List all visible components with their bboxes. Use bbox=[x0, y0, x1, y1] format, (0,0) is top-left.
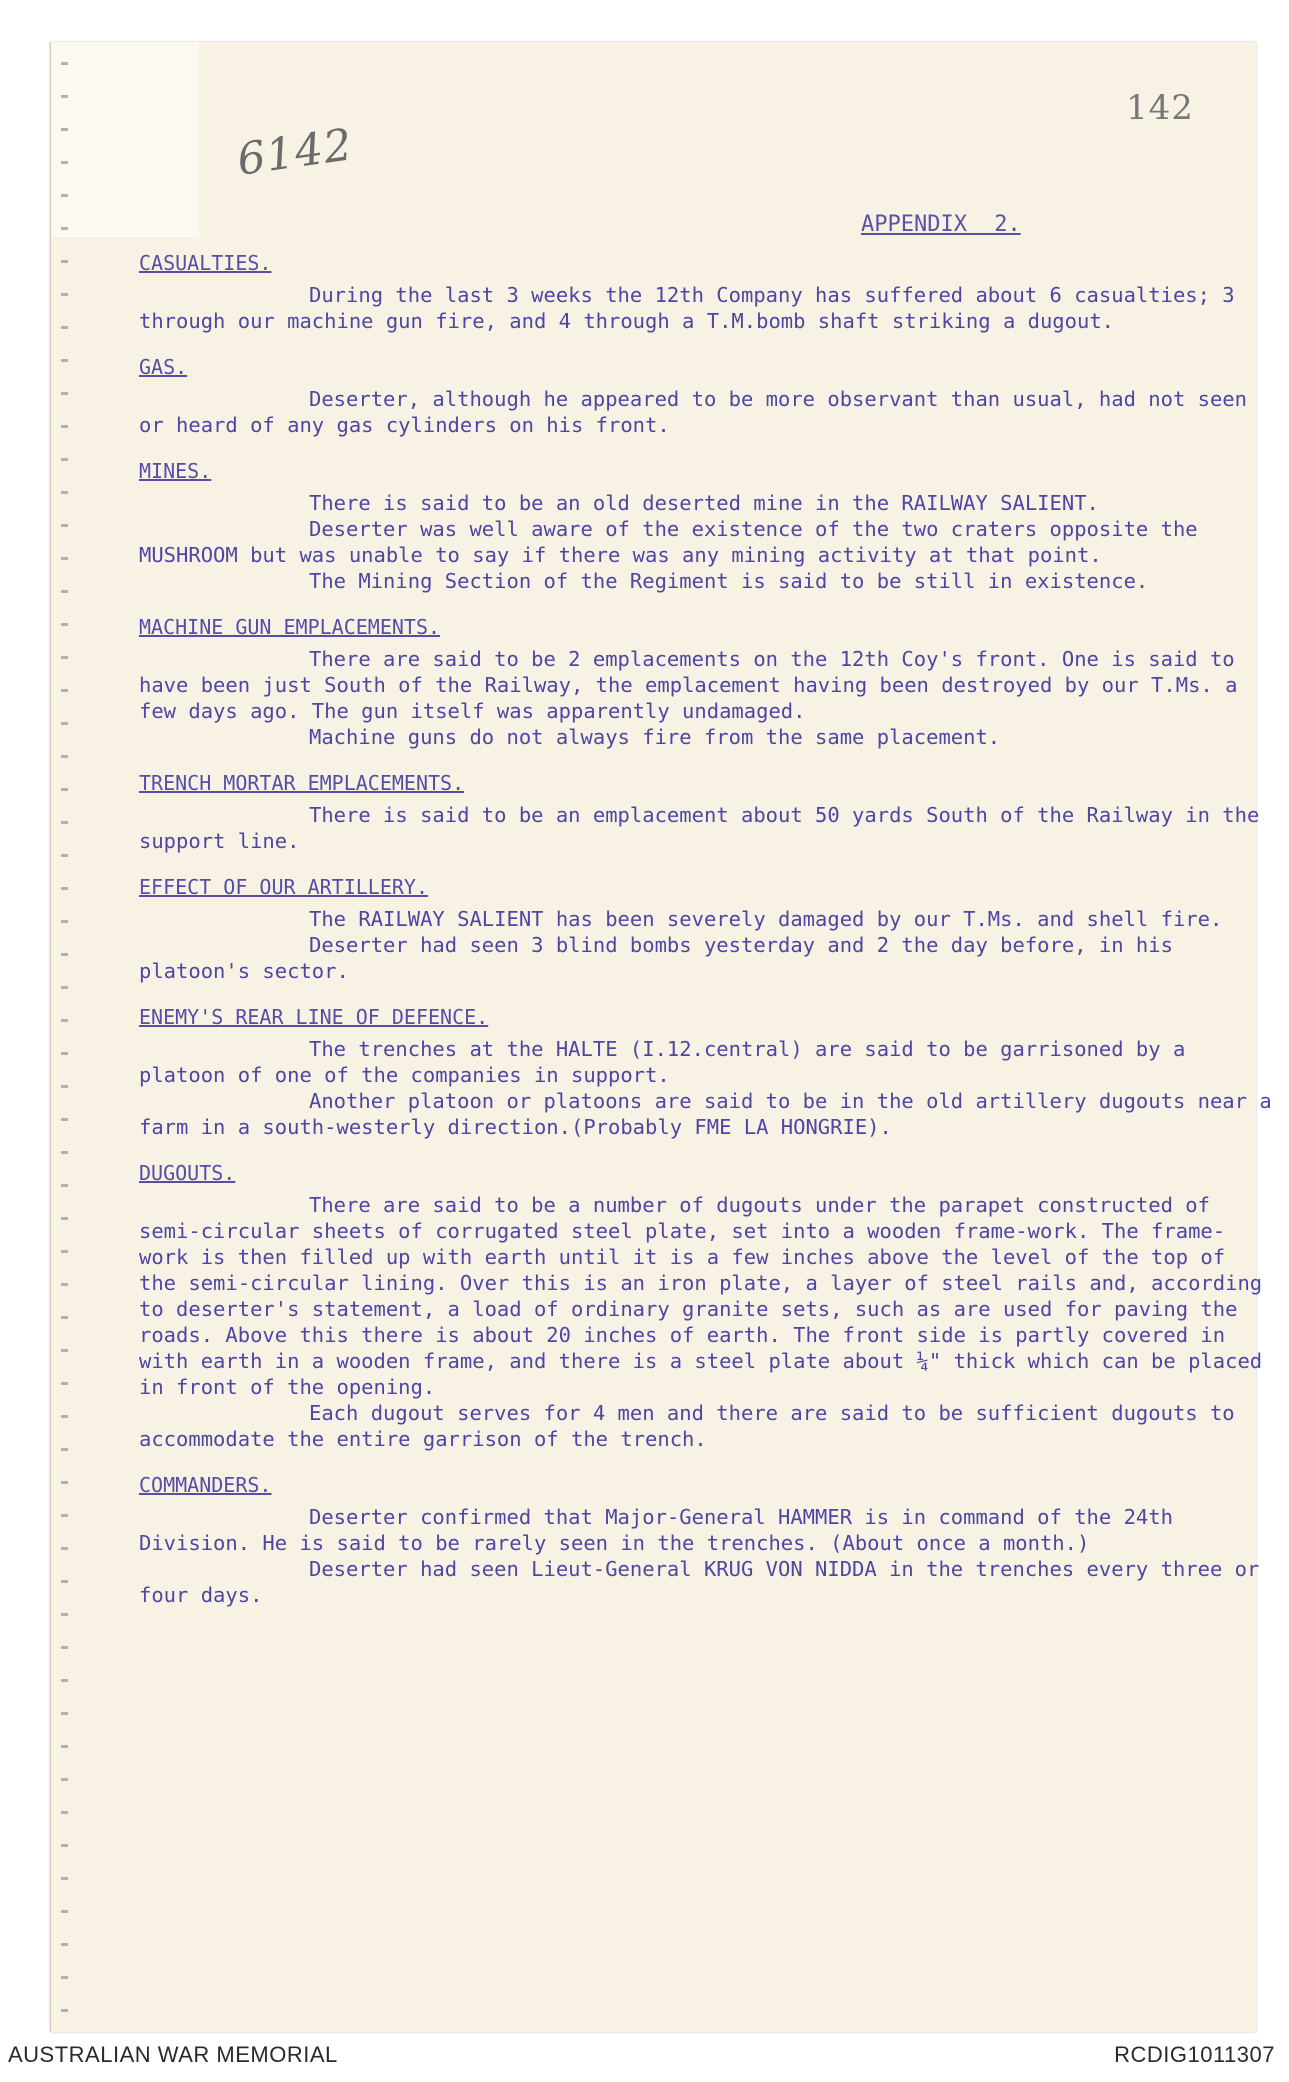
binding-hole bbox=[61, 392, 68, 395]
binding-hole bbox=[61, 1085, 68, 1088]
section-heading: MINES. bbox=[139, 459, 212, 483]
binding-hole bbox=[61, 62, 68, 65]
paragraph: There is said to be an old deserted mine in the RAILWAY SALIENT. bbox=[309, 491, 1099, 515]
binding-hole bbox=[61, 1844, 68, 1847]
paragraph: The trenches at the HALTE (I.12.central) are said to be garrisoned by a platoon of one of the companies in support. bbox=[139, 1037, 1198, 1087]
binding-hole bbox=[61, 1943, 68, 1946]
document-body bbox=[139, 250, 1285, 1628]
binding-hole bbox=[61, 194, 68, 197]
binding-hole bbox=[61, 656, 68, 659]
section-heading: GAS. bbox=[139, 355, 188, 379]
paragraph: The Mining Section of the Regiment is said to be still in existence. bbox=[309, 569, 1149, 593]
binding-hole bbox=[61, 326, 68, 329]
binding-hole bbox=[61, 1250, 68, 1253]
paragraph: During the last 3 weeks the 12th Company has suffered about 6 casualties; 3 through our machine gun fire, and 4 through a T.M.bomb shaft striking a dugout. bbox=[139, 283, 1247, 333]
footer-institution: AUSTRALIAN WAR MEMORIAL bbox=[8, 2042, 338, 2067]
binding-hole bbox=[61, 491, 68, 494]
binding-hole bbox=[61, 1184, 68, 1187]
binding-hole bbox=[61, 920, 68, 923]
pencil-reference: 6142 bbox=[234, 119, 356, 186]
section-trench-mortar-emplacements bbox=[139, 770, 1274, 854]
binding-hole bbox=[61, 425, 68, 428]
binding-hole bbox=[61, 1679, 68, 1682]
section-heading: CASUALTIES. bbox=[139, 251, 272, 275]
binding-hole bbox=[61, 359, 68, 362]
binding-hole bbox=[61, 95, 68, 98]
binding-hole bbox=[61, 1580, 68, 1583]
binding-hole bbox=[61, 1778, 68, 1781]
paragraph: Each dugout serves for 4 men and there are said to be sufficient dugouts to accommodate the entire garrison of the trench. bbox=[139, 1401, 1247, 1451]
paragraph: There are said to be 2 emplacements on the 12th Coy's front. One is said to have been just South of the Railway, the emplacement having been destroyed by our T.Ms. a few days ago. The gun itself was apparently undamaged. bbox=[139, 647, 1250, 723]
paragraph: Deserter confirmed that Major-General HAMMER is in command of the 24th Division. He is said to be rarely seen in the trenches. (About once a month.) bbox=[139, 1505, 1186, 1555]
binding-hole bbox=[61, 953, 68, 956]
binding-hole bbox=[61, 1283, 68, 1286]
section-machine-gun-emplacements bbox=[139, 614, 1274, 750]
section-heading: COMMANDERS. bbox=[139, 1473, 272, 1497]
section-mines bbox=[139, 458, 1274, 594]
binding-hole bbox=[61, 887, 68, 890]
paragraph: Machine guns do not always fire from the same placement. bbox=[309, 725, 1001, 749]
binding-hole bbox=[61, 1514, 68, 1517]
binding-hole bbox=[61, 161, 68, 164]
binding-hole bbox=[61, 590, 68, 593]
binding-hole bbox=[61, 854, 68, 857]
binding-hole bbox=[61, 1415, 68, 1418]
section-heading: MACHINE GUN EMPLACEMENTS. bbox=[139, 615, 441, 639]
binding-hole bbox=[61, 128, 68, 131]
document-sheet bbox=[50, 42, 1285, 2032]
section-effect-of-artillery bbox=[139, 874, 1274, 984]
binding-hole bbox=[61, 1646, 68, 1649]
paragraph: Deserter had seen Lieut-General KRUG VON NIDDA in the trenches every three or four days. bbox=[139, 1557, 1272, 1607]
binding-hole bbox=[61, 821, 68, 824]
paragraph: Deserter, although he appeared to be more observant than usual, had not seen or heard of any gas cylinders on his front. bbox=[139, 387, 1260, 437]
paper-tab bbox=[51, 42, 199, 237]
binding-hole bbox=[61, 788, 68, 791]
binding-hole bbox=[61, 524, 68, 527]
section-rear-line-of-defence bbox=[139, 1004, 1285, 1140]
binding-hole bbox=[61, 1481, 68, 1484]
paragraph: There is said to be an emplacement about 50 yards South of the Railway in the support line. bbox=[139, 803, 1272, 853]
binding-hole bbox=[61, 458, 68, 461]
binding-hole bbox=[61, 293, 68, 296]
section-commanders bbox=[139, 1472, 1274, 1608]
binding-hole bbox=[61, 1118, 68, 1121]
section-heading: DUGOUTS. bbox=[139, 1161, 236, 1185]
binding-hole bbox=[61, 2009, 68, 2012]
binding-hole bbox=[61, 227, 68, 230]
section-heading: TRENCH MORTAR EMPLACEMENTS. bbox=[139, 771, 465, 795]
section-heading: EFFECT OF OUR ARTILLERY. bbox=[139, 875, 428, 899]
paragraph: Deserter had seen 3 blind bombs yesterday and 2 the day before, in his platoon's sector. bbox=[139, 933, 1186, 983]
binding-hole bbox=[61, 557, 68, 560]
footer-catalogue-id: RCDIG1011307 bbox=[1114, 2042, 1275, 2067]
binding-hole bbox=[61, 1910, 68, 1913]
appendix-title: APPENDIX 2. bbox=[861, 212, 1021, 237]
binding-hole bbox=[61, 1151, 68, 1154]
section-dugouts bbox=[139, 1160, 1274, 1452]
binding-hole bbox=[61, 1613, 68, 1616]
binding-hole bbox=[61, 1448, 68, 1451]
binding-hole bbox=[61, 1745, 68, 1748]
binding-hole bbox=[61, 623, 68, 626]
section-casualties bbox=[139, 250, 1274, 334]
binding-hole bbox=[61, 755, 68, 758]
binding-hole bbox=[61, 1052, 68, 1055]
binding-hole bbox=[61, 1217, 68, 1220]
paragraph: Deserter was well aware of the existence of the two craters opposite the MUSHROOM but was unable to say if there was any mining activity at that point. bbox=[139, 517, 1210, 567]
binding-hole bbox=[61, 1976, 68, 1979]
binding-hole bbox=[61, 1877, 68, 1880]
binding-hole bbox=[61, 1712, 68, 1715]
binding-hole bbox=[61, 1547, 68, 1550]
binding-hole bbox=[61, 1382, 68, 1385]
binding-hole bbox=[61, 689, 68, 692]
binding-hole bbox=[61, 722, 68, 725]
paragraph: Another platoon or platoons are said to be in the old artillery dugouts near a farm in a south-westerly direction.(Probably FME LA HONGRIE). bbox=[139, 1089, 1285, 1139]
binding-hole bbox=[61, 1019, 68, 1022]
binding-hole bbox=[61, 1811, 68, 1814]
binding-hole bbox=[61, 1316, 68, 1319]
binding-hole bbox=[61, 986, 68, 989]
paragraph: There are said to be a number of dugouts under the parapet constructed of semi-circular sheets of corrugated steel plate, set into a wooden frame-work. The frame-work is then filled up with earth until it is a few inches above the level of the top of the semi-circular lining. Over this is an iron plate, a layer of steel rails and, according to deserter's statement, a load of ordinary granite sets, such as are used for paving the roads. Above this there is about 20 inches of earth. The front side is partly covered in with earth in a wooden frame, and there is a steel plate about ¼" thick which can be placed in front of the opening. bbox=[139, 1193, 1275, 1399]
binding-hole bbox=[61, 1349, 68, 1352]
section-gas bbox=[139, 354, 1274, 438]
page-number: 142 bbox=[1126, 88, 1194, 128]
section-heading: ENEMY'S REAR LINE OF DEFENCE. bbox=[139, 1005, 489, 1029]
paragraph: The RAILWAY SALIENT has been severely damaged by our T.Ms. and shell fire. bbox=[309, 907, 1223, 931]
binding-hole bbox=[61, 260, 68, 263]
